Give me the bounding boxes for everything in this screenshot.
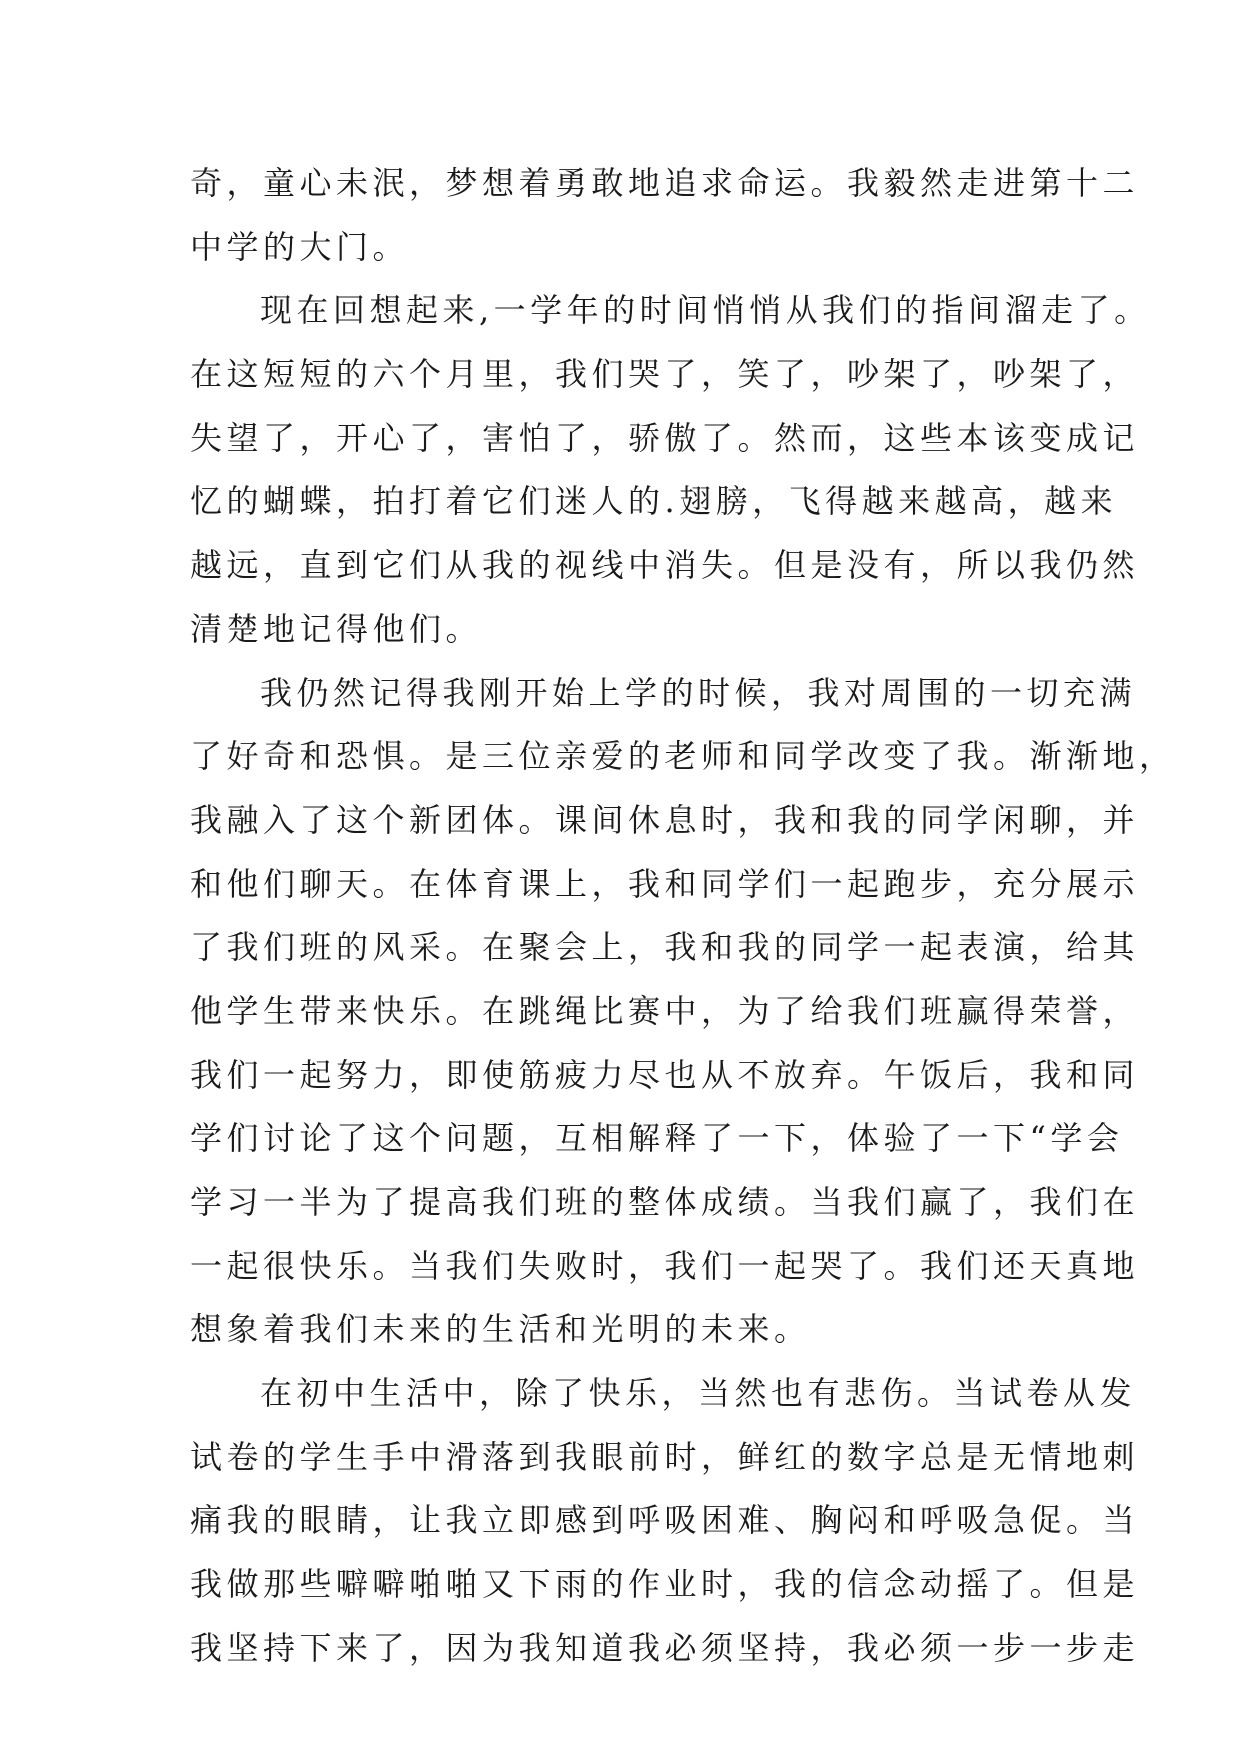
text-line: 学们讨论了这个问题，互相解释了一下，体验了一下“学会	[190, 1119, 1124, 1158]
body-text	[190, 152, 1176, 1681]
text-line: 和他们聊天。在体育课上，我和同学们一起跑步，充分展示	[190, 864, 1140, 903]
text-line: 我做那些噼噼啪啪又下雨的作业时，我的信念动摇了。但是	[190, 1565, 1140, 1604]
text-line: 学习一半为了提高我们班的整体成绩。当我们赢了，我们在	[190, 1183, 1140, 1221]
text-line: 试卷的学生手中滑落到我眼前时，鲜红的数字总是无情地刺	[190, 1437, 1140, 1476]
text-line: 忆的蝴蝶，拍打着它们迷人的.翅膀，飞得越来越高，越来	[190, 482, 1118, 521]
text-line: 奇，童心未泯，梦想着勇敢地追求命运。我毅然走进第十二	[190, 164, 1140, 202]
text-line: 我们一起努力，即使筋疲力尽也从不放弃。午饭后，我和同	[190, 1055, 1140, 1094]
paragraph-start-line: 我仍然记得我刚开始上学的时候，我对周围的一切充满	[260, 673, 1137, 712]
paragraph-start-line: 在初中生活中，除了快乐，当然也有悲伤。当试卷从发	[260, 1374, 1137, 1413]
paragraph-start-line: 现在回想起来,一学年的时间悄悄从我们的指间溜走了。	[260, 291, 1151, 330]
text-line: 越远，直到它们从我的视线中消失。但是没有，所以我仍然	[190, 546, 1140, 585]
text-line: 失望了，开心了，害怕了，骄傲了。然而，这些本该变成记	[190, 418, 1140, 457]
text-line: 我坚持下来了，因为我知道我必须坚持，我必须一步一步走	[190, 1628, 1140, 1667]
text-line: 想象着我们未来的生活和光明的未来。	[190, 1310, 811, 1349]
text-line: 清楚地记得他们。	[190, 609, 483, 648]
text-line: 痛我的眼睛，让我立即感到呼吸困难、胸闷和呼吸急促。当	[190, 1501, 1140, 1540]
text-line: 他学生带来快乐。在跳绳比赛中，为了给我们班赢得荣誉，	[190, 991, 1140, 1030]
text-line: 我融入了这个新团体。课间休息时，我和我的同学闲聊，并	[190, 800, 1140, 839]
text-line: 了我们班的风采。在聚会上，我和我的同学一起表演，给其	[190, 928, 1140, 967]
text-line: 一起很快乐。当我们失败时，我们一起哭了。我们还天真地	[190, 1246, 1140, 1285]
text-line: 中学的大门。	[190, 227, 410, 266]
text-line: 在这短短的六个月里，我们哭了，笑了，吵架了，吵架了，	[190, 355, 1140, 394]
text-line: 了好奇和恐惧。是三位亲爱的老师和同学改变了我。渐渐地，	[190, 737, 1176, 776]
